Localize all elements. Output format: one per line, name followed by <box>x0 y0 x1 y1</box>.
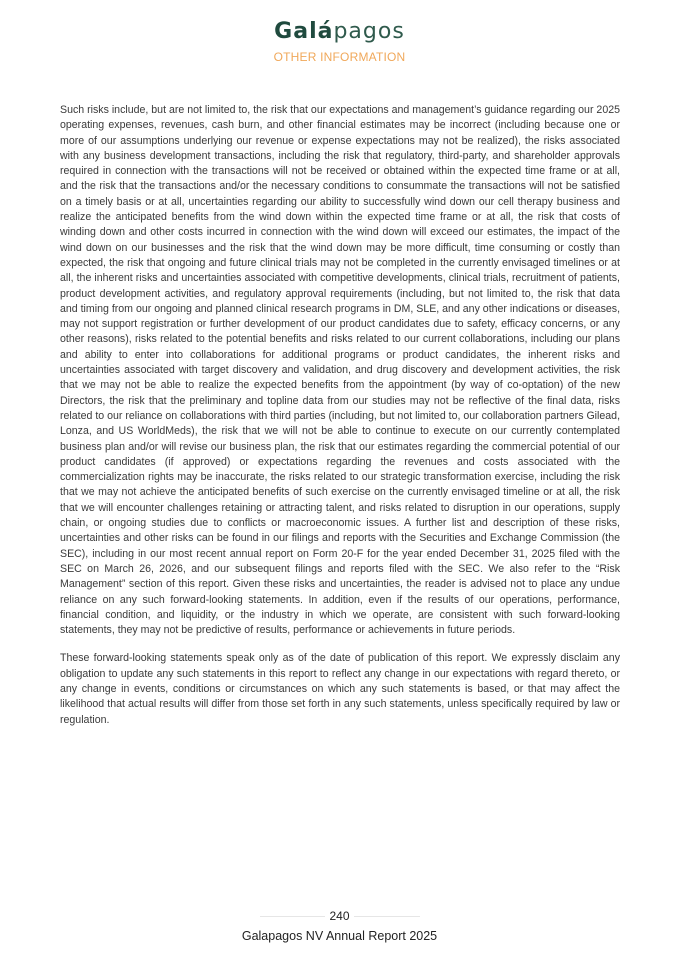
document-body <box>60 103 620 741</box>
body-paragraph-1: Such risks include, but are not limited to, the risk that our expectations and management’s guidance regarding our 2025 operating expenses, revenues, cash burn, and other financial estimates may be incorrect (including because one or more of our assumptions underlying our revenue or expense expectations may not be realized), the risks associated with any business development transactions, including the risk that regulatory, third-party, and shareholder approvals required in connection with the transactions will not be received or obtained within the expected time frame or at all, and the risk that the transactions and/or the necessary conditions to consummate the transactions will not be satisfied on a timely basis or at all, uncertainties regarding our ability to successfully wind down our cell therapy business and realize the anticipated benefits from the wind down within the expected time frame or at all, the risk that costs of winding down and other costs incurred in connection with the wind down will exceed our estimates, the impact of the wind down on our businesses and the risk that the wind down may be more difficult, time consuming or costly than expected, the risk that ongoing and future clinical trials may not be completed in the currently envisaged timelines or at all, the inherent risks and uncertainties associated with competitive developments, clinical trials, recruitment of patients, product development activities, and regulatory approval requirements (including, but not limited to, the risk that data and timing from our ongoing and planned clinical research programs in DM, SLE, and any other indications or diseases, may not support registration or further development of our product candidates due to safety, efficacy concerns, or any other reasons), risks related to the potential benefits and risks related to our current collaborations, including our plans and ability to enter into collaborations for additional programs or product candidates, the inherent risks and uncertainties associated with target discovery and validation, and drug discovery and development activities, the risk that we may not be able to realize the expected benefits from the appointment (by way of co-optation) of the new Directors, the risk that the preliminary and topline data from our studies may not be reflective of the final data, risks related to our reliance on collaborations with third parties (including, but not limited to, our collaboration partners Gilead, Lonza, and US WorldMeds), the risk that we will not be able to continue to execute on our currently contemplated business plan and/or will revise our business plan, the risk that our estimates regarding the commercial potential of our product candidates (if approved) or expectations regarding the revenues and costs associated with the commercialization rights may be inaccurate, the risks related to our strategic transformation exercise, including the risk that we may not achieve the anticipated benefits of such exercise on the currently envisaged timeline or at all, the risk that we will encounter challenges retaining or attracting talent, and risks related to disruption in our operations, supply chain, or ongoing studies due to conflicts or macroeconomic issues. A further list and description of these risks, uncertainties and other risks can be found in our filings and reports with the Securities and Exchange Commission (the SEC), including in our most recent annual report on Form 20-F for the year ended December 31, 2025 filed with the SEC on March 26, 2026, and our subsequent filings and reports filed with the SEC. We also refer to the “Risk Management” section of this report. Given these risks and uncertainties, the reader is advised not to place any undue reliance on any such forward-looking statements. In addition, even if the results of our operations, performance, financial condition, and liquidity, or the industry in which we operate, are consistent with such forward-looking statements, they may not be predictive of results, performance or achievements in future periods. <box>60 104 621 637</box>
section-title: OTHER INFORMATION <box>273 50 406 64</box>
page-number: 240 <box>325 908 353 924</box>
report-title: Galapagos NV Annual Report 2025 <box>241 929 438 943</box>
body-paragraph-2: These forward-looking statements speak only as of the date of publication of this report. We expressly disclaim any obligation to update any such statements in this report to reflect any change in our expectations with regard thereto, or any change in events, conditions or circumstances on which any such statements is based, or that may affect the likelihood that actual results will differ from those set forth in any such statements, unless specifically required by law or regulation. <box>60 652 620 726</box>
company-logo <box>0 18 679 46</box>
page-header <box>0 18 679 64</box>
page-footer <box>0 906 679 945</box>
logo-light-text: pagos <box>333 19 405 44</box>
logo-bold-text: Galá <box>274 19 334 44</box>
